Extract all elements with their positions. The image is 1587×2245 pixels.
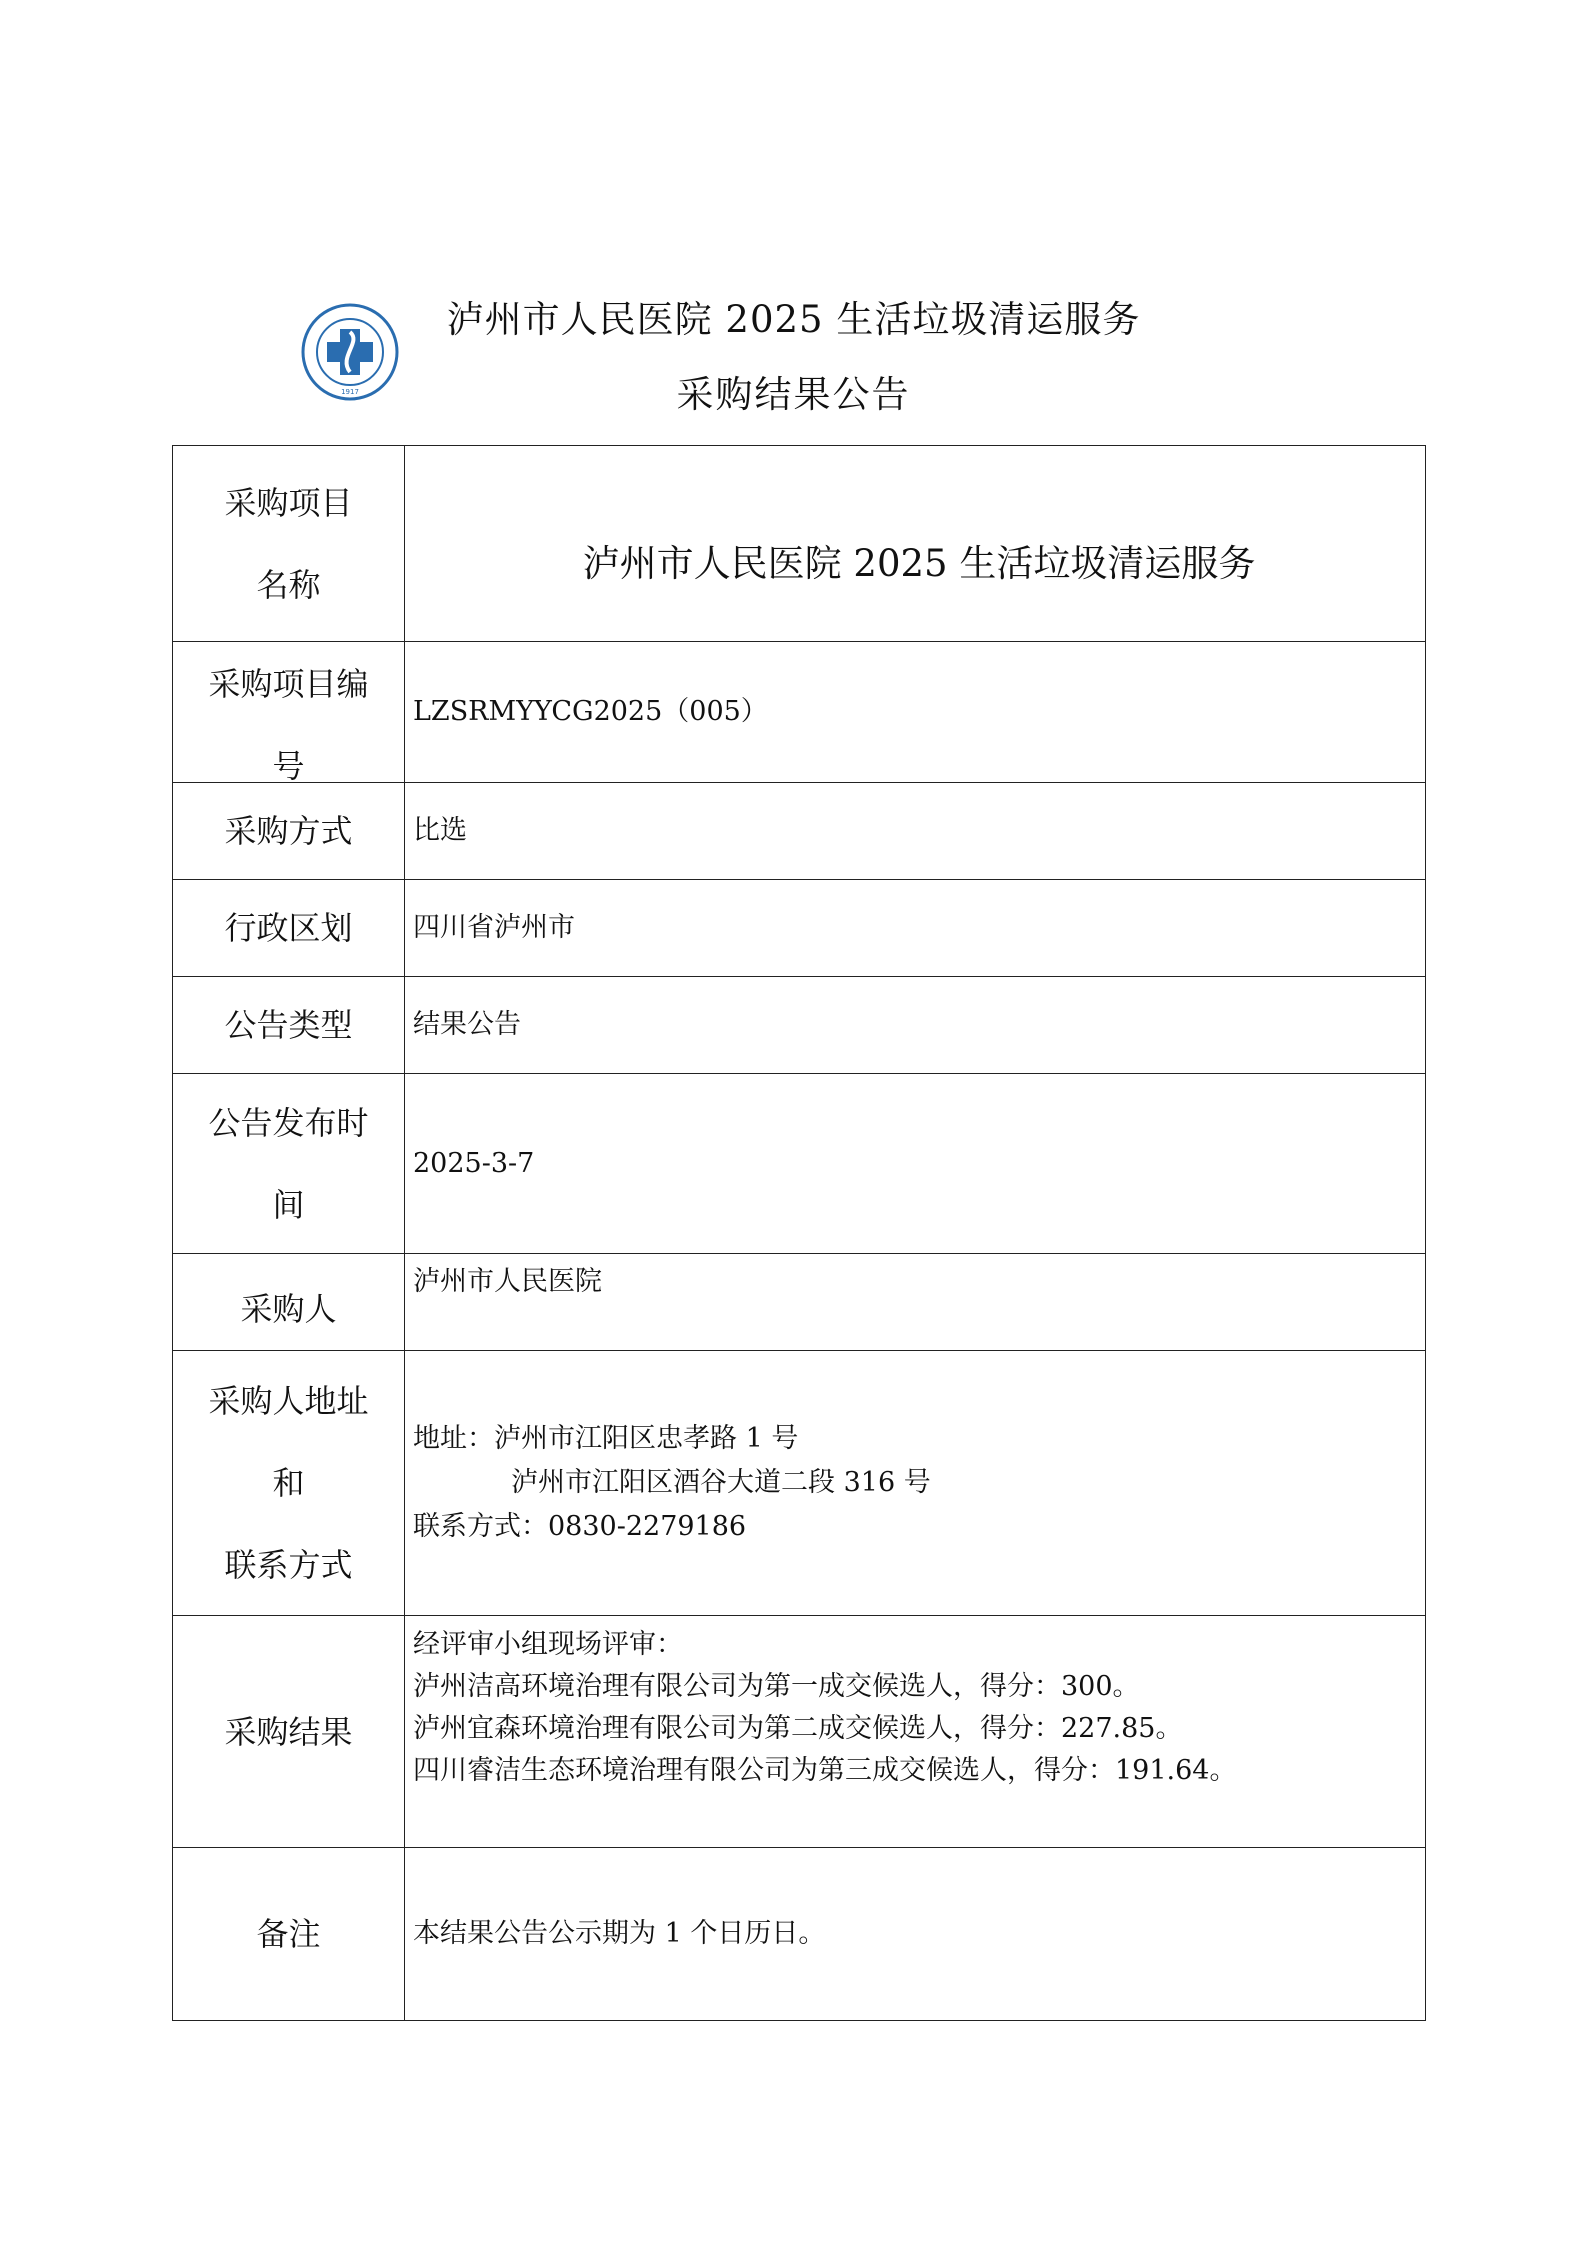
value-remarks: 本结果公告公示期为 1 个日历日。	[405, 1848, 1426, 2021]
table-row-region	[173, 880, 1426, 977]
label-project-name: 采购项目 名称	[173, 446, 405, 642]
logo-year: 1917	[341, 388, 359, 396]
page-subtitle: 采购结果公告	[676, 373, 911, 416]
table-row-publish-time	[173, 1074, 1426, 1254]
page-title: 泸州市人民医院 2025 生活垃圾清运服务	[446, 298, 1141, 341]
table-row-notice-type	[173, 977, 1426, 1074]
table-row-purchaser	[173, 1254, 1426, 1351]
value-purchaser: 泸州市人民医院	[405, 1254, 1426, 1351]
value-address-contact	[405, 1351, 1426, 1616]
label-method: 采购方式	[173, 783, 405, 880]
table-row-project-number	[173, 642, 1426, 783]
value-method: 比选	[405, 783, 1426, 880]
value-publish-time: 2025-3-7	[405, 1074, 1426, 1254]
label-notice-type: 公告类型	[173, 977, 405, 1074]
label-publish-time: 公告发布时 间	[173, 1074, 405, 1254]
address-line-1: 地址：泸州市江阳区忠孝路 1 号	[413, 1423, 799, 1454]
result-line: 四川睿洁生态环境治理有限公司为第三成交候选人，得分：191.64。	[413, 1755, 1237, 1786]
label-result: 采购结果	[173, 1616, 405, 1848]
table-row-remarks	[173, 1848, 1426, 2021]
table-row-address-contact	[173, 1351, 1426, 1616]
value-result	[405, 1616, 1426, 1848]
table-row-method	[173, 783, 1426, 880]
label-project-number: 采购项目编 号	[173, 642, 405, 783]
value-project-name: 泸州市人民医院 2025 生活垃圾清运服务	[405, 446, 1426, 642]
label-purchaser: 采购人	[173, 1254, 405, 1351]
result-line: 泸州宜森环境治理有限公司为第二成交候选人，得分：227.85。	[413, 1713, 1183, 1744]
label-region: 行政区划	[173, 880, 405, 977]
result-line: 经评审小组现场评审：	[413, 1629, 683, 1660]
label-address-contact: 采购人地址 和 联系方式	[173, 1351, 405, 1616]
value-region: 四川省泸州市	[405, 880, 1426, 977]
document-header	[0, 290, 1587, 430]
label-remarks: 备注	[173, 1848, 405, 2021]
address-line-2: 泸州市江阳区酒谷大道二段 316 号	[511, 1467, 931, 1498]
table-row-project-name	[173, 446, 1426, 642]
value-project-number: LZSRMYYCG2025（005）	[405, 642, 1426, 783]
result-line: 泸州洁高环境治理有限公司为第一成交候选人，得分：300。	[413, 1671, 1140, 1702]
procurement-info-table	[172, 445, 1426, 2021]
table-row-result	[173, 1616, 1426, 1848]
contact-line: 联系方式：0830-2279186	[413, 1511, 747, 1542]
value-notice-type: 结果公告	[405, 977, 1426, 1074]
